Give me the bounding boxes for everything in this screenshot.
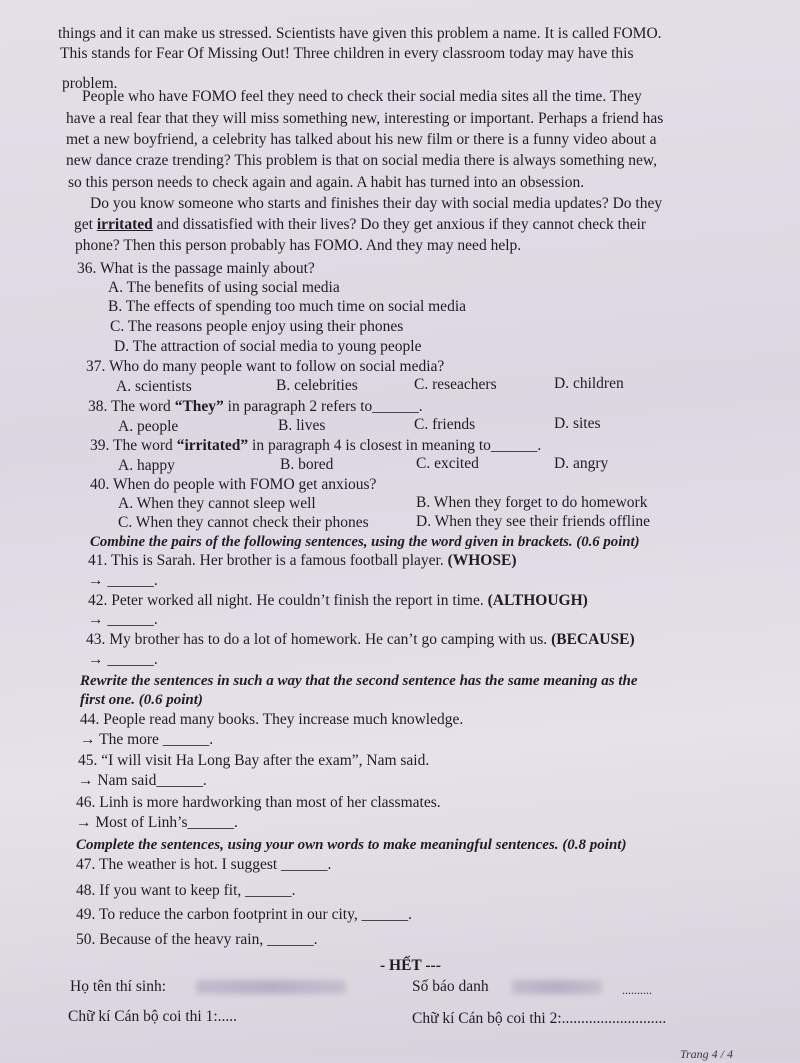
text-fragment: get bbox=[74, 216, 97, 233]
end-marker: - HẾT --- bbox=[380, 957, 441, 974]
text-fragment: 43. My brother has to do a lot of homework. He can’t go camping with us. bbox=[86, 631, 552, 648]
passage-line: have a real fear that they will miss something new, interesting or important. Perhaps a friend has bbox=[66, 110, 664, 127]
passage-line: met a new boyfriend, a celebrity has talked about his new film or there is a funny video about a bbox=[66, 131, 657, 148]
question-45: 45. “I will visit Ha Long Bay after the exam”, Nam said. bbox=[78, 752, 430, 769]
option-b: B. bored bbox=[280, 456, 334, 473]
option-d: D. sites bbox=[554, 415, 601, 432]
keyword-hint: (BECAUSE) bbox=[551, 631, 635, 648]
passage-line: problem. bbox=[62, 75, 118, 92]
question-36: 36. What is the passage mainly about? bbox=[77, 260, 315, 277]
question-43 bbox=[86, 631, 635, 649]
option-a: A. When they cannot sleep well bbox=[118, 495, 316, 512]
passage-line: Do you know someone who starts and finishes their day with social media updates? Do they bbox=[90, 195, 663, 212]
text-fragment: 39. The word bbox=[90, 437, 177, 454]
option-b: B. The effects of spending too much time on social media bbox=[108, 298, 466, 315]
passage-line: People who have FOMO feel they need to check their social media sites all the time. They bbox=[82, 88, 642, 105]
passage-line: new dance craze trending? This problem is that on social media there is always something new, bbox=[66, 152, 657, 169]
question-47: 47. The weather is hot. I suggest ______. bbox=[76, 856, 332, 873]
option-c: C. friends bbox=[414, 416, 476, 433]
quoted-word: “They” bbox=[174, 398, 224, 415]
section-heading: first one. (0.6 point) bbox=[80, 692, 203, 708]
question-37: 37. Who do many people want to follow on social media? bbox=[86, 358, 445, 375]
option-b: B. When they forget to do homework bbox=[416, 494, 648, 511]
option-d: D. When they see their friends offline bbox=[416, 513, 651, 530]
option-a: A. scientists bbox=[116, 378, 192, 395]
passage-line: This stands for Fear Of Missing Out! Three children in every classroom today may have this bbox=[60, 45, 634, 62]
text-fragment: and dissatisfied with their lives? Do they get anxious if they cannot check their bbox=[152, 216, 647, 233]
text-fragment: in paragraph 2 refers to bbox=[223, 398, 373, 415]
answer-blank: ______. bbox=[372, 398, 423, 415]
option-a: A. happy bbox=[118, 457, 175, 474]
redacted-id bbox=[512, 980, 602, 994]
candidate-id-label: Số báo danh bbox=[412, 978, 489, 995]
answer-line: → The more ______. bbox=[80, 731, 214, 748]
answer-blank: ______. bbox=[490, 437, 542, 454]
redacted-name bbox=[196, 980, 346, 994]
keyword-hint: (ALTHOUGH) bbox=[487, 592, 588, 609]
answer-line bbox=[88, 572, 158, 590]
question-50: 50. Because of the heavy rain, ______. bbox=[76, 931, 318, 948]
answer-line: → Most of Linh’s______. bbox=[76, 814, 238, 831]
question-38 bbox=[88, 398, 423, 416]
passage-line: things and it can make us stressed. Scientists have given this problem a name. It is called FOMO. bbox=[58, 25, 662, 42]
answer-blank: ______. bbox=[107, 572, 158, 589]
option-b: B. celebrities bbox=[276, 377, 358, 394]
section-heading: Complete the sentences, using your own words to make meaningful sentences. (0.8 point) bbox=[76, 837, 627, 853]
option-a: A. people bbox=[118, 418, 179, 435]
question-49: 49. To reduce the carbon footprint in our city, ______. bbox=[76, 906, 412, 923]
answer-line bbox=[88, 651, 158, 669]
section-heading: Rewrite the sentences in such a way that the second sentence has the same meaning as the bbox=[80, 673, 638, 689]
passage-line: so this person needs to check again and again. A habit has turned into an obsession. bbox=[68, 174, 585, 191]
section-heading: Combine the pairs of the following sentences, using the word given in brackets. (0.6 point) bbox=[90, 534, 640, 550]
text-fragment: 41. This is Sarah. Her brother is a famous football player. bbox=[88, 552, 448, 569]
passage-line bbox=[74, 216, 646, 234]
arrow-icon: → bbox=[88, 651, 104, 668]
option-d: D. angry bbox=[554, 455, 609, 472]
question-40: 40. When do people with FOMO get anxious? bbox=[90, 476, 377, 493]
passage-line: phone? Then this person probably has FOMO. And they may need help. bbox=[75, 237, 522, 254]
option-c: C. excited bbox=[416, 455, 479, 472]
answer-line: → Nam said______. bbox=[78, 772, 207, 789]
question-41 bbox=[88, 552, 517, 570]
answer-line bbox=[88, 611, 158, 629]
text-fragment: 38. The word bbox=[88, 398, 175, 415]
question-48: 48. If you want to keep fit, ______. bbox=[76, 882, 296, 899]
question-44: 44. People read many books. They increase much knowledge. bbox=[80, 711, 464, 728]
option-c: C. reseachers bbox=[414, 376, 497, 393]
id-dots: .......... bbox=[622, 983, 652, 997]
candidate-name-label: Họ tên thí sinh: bbox=[70, 978, 167, 995]
option-c: C. The reasons people enjoy using their phones bbox=[110, 318, 404, 335]
option-b: B. lives bbox=[278, 417, 326, 434]
text-fragment: in paragraph 4 is closest in meaning to bbox=[248, 437, 491, 454]
quoted-word: “irritated” bbox=[176, 437, 249, 454]
arrow-icon: → bbox=[88, 611, 104, 628]
text-fragment: 42. Peter worked all night. He couldn’t finish the report in time. bbox=[88, 592, 488, 609]
question-46: 46. Linh is more hardworking than most of her classmates. bbox=[76, 794, 441, 811]
answer-blank: ______. bbox=[107, 651, 158, 668]
option-c: C. When they cannot check their phones bbox=[118, 514, 369, 531]
question-39 bbox=[90, 437, 541, 455]
signature-2-label: Chữ kí Cán bộ coi thi 2:........................... bbox=[412, 1010, 667, 1027]
page-number: Trang 4 / 4 bbox=[680, 1047, 734, 1061]
option-d: D. The attraction of social media to young people bbox=[114, 338, 422, 355]
highlighted-word: irritated bbox=[96, 216, 153, 233]
option-d: D. children bbox=[554, 375, 624, 392]
question-42 bbox=[88, 592, 588, 610]
signature-1-label: Chữ kí Cán bộ coi thi 1:..... bbox=[68, 1008, 237, 1025]
option-a: A. The benefits of using social media bbox=[108, 279, 340, 296]
arrow-icon: → bbox=[88, 572, 104, 589]
keyword-hint: (WHOSE) bbox=[447, 552, 517, 569]
answer-blank: ______. bbox=[107, 611, 158, 628]
